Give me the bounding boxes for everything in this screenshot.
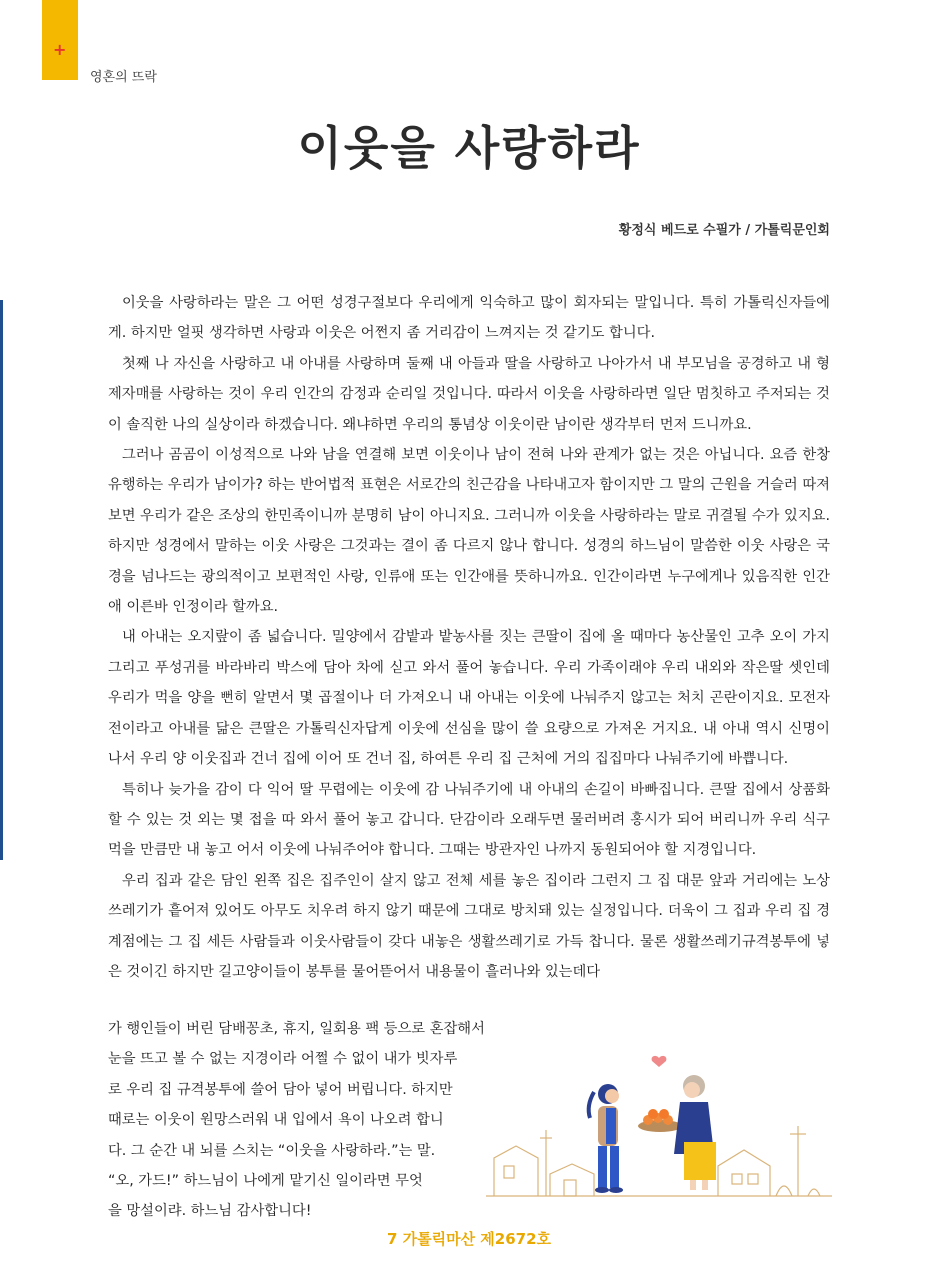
paragraph: 그러나 곰곰이 이성적으로 나와 남을 연결해 보면 이웃이나 남이 전혀 나와 관계가 없는 것은 아닙니다. 요즘 한창 유행하는 우리가 남이가? 하는 반어법적 표현은 서로간의 친근감을 나타내고자 함이지만 그 말의 근원을 거슬러 따져보면 우리가 같은 조상의 한민족이니까 분명히 남이 아니지요. 그러니까 이웃을 사랑하라는 말로 귀결될 수가 있지요. 하지만 성경에서 말하는 이웃 사랑은 그것과는 결이 좀 다르지 않나 합니다. 성경의 하느님이 말씀한 이웃 사랑은 국경을 넘나드는 광의적이고 보편적인 사랑, 인류애 또는 인간애를 뜻하니까요. 인간이라면 누구에게나 있음직한 인간애 이른바 인정이라 할까요. xyxy=(108,447,830,616)
page-footer xyxy=(0,1228,938,1249)
paragraph: 우리 집과 같은 담인 왼쪽 집은 집주인이 살지 않고 전체 세를 놓은 집이라 그런지 그 집 대문 앞과 거리에는 노상 쓰레기가 흩어져 있어도 아무도 치우려 하지 않기 때문에 그대로 방치돼 있는 실정입니다. 더욱이 그 집과 우리 집 경계점에는 그 집 세든 사람들과 이웃사람들이 갖다 내놓은 생활쓰레기로 가득 찹니다. 물론 생활쓰레기규격봉투에 넣은 것이긴 하지만 길고양이들이 봉투를 물어뜯어서 내용물이 흘러나와 있는데다 xyxy=(108,872,830,980)
left-edge-rule xyxy=(0,300,3,860)
publication-name: 가톨릭마산 제2672호 xyxy=(402,1230,552,1248)
closing-line: 때로는 이웃이 원망스러워 내 입에서 욕이 나오려 합니 xyxy=(108,1112,444,1129)
closing-line: 눈을 뜨고 볼 수 없는 지경이라 어쩔 수 없이 내가 빗자루 xyxy=(108,1051,458,1068)
closing-line: 로 우리 집 규격봉투에 쓸어 담아 넣어 버립니다. 하지만 xyxy=(108,1081,453,1098)
author-byline: 황정식 베드로 수필가 / 가톨릭문인회 xyxy=(618,223,830,238)
article-body xyxy=(108,288,830,987)
paragraph: 특히나 늦가을 감이 다 익어 딸 무렵에는 이웃에 감 나눠주기에 내 아내의 손길이 바빠집니다. 큰딸 집에서 상품화할 수 있는 것 외는 몇 접을 따 와서 풀어 놓고 갑니다. 단감이라 오래두면 물러버려 홍시가 되어 버리니까 우리 식구 먹을 만큼만 내 놓고 어서 이웃에 나눠주어야 합니다. 그때는 방관자인 나까지 동원되어야 할 지경입니다. xyxy=(108,781,830,859)
closing-line: 을 망설이랴. 하느님 감사합니다! xyxy=(108,1203,312,1220)
paragraph: 이웃을 사랑하라는 말은 그 어떤 성경구절보다 우리에게 익숙하고 많이 회자되는 말입니다. 특히 가톨릭신자들에게. 하지만 얼핏 생각하면 사랑과 이웃은 어쩐지 좀 거리감이 느껴지는 것 같기도 합니다. xyxy=(108,295,830,342)
closing-line: 다. 그 순간 내 뇌를 스치는 “이웃을 사랑하라.”는 말. xyxy=(108,1142,436,1159)
paragraph: 첫째 나 자신을 사랑하고 내 아내를 사랑하며 둘째 내 아들과 딸을 사랑하고 나아가서 내 부모님을 공경하고 내 형제자매를 사랑하는 것이 우리 인간의 감정과 순리일 것입니다. 따라서 이웃을 사랑하라면 일단 멈칫하고 주저되는 것이 솔직한 나의 실상이라 하겠습니다. 왜냐하면 우리의 통념상 이웃이란 남이란 생각부터 먼저 드니까요. xyxy=(108,355,830,433)
elderly-woman-figure xyxy=(674,1075,716,1190)
cross-icon: + xyxy=(53,40,67,59)
paragraph: 내 아내는 오지랖이 좀 넓습니다. 밀양에서 감밭과 밭농사를 짓는 큰딸이 집에 올 때마다 농산물인 고추 오이 가지 그리고 푸성귀를 바라바리 박스에 담아 차에 싣고 와서 풀어 놓습니다. 우리 가족이래야 우리 내외와 작은딸 셋인데 우리가 먹을 양을 뻔히 알면서 몇 곱절이나 더 가져오니 내 아내는 이웃에 나눠주지 않고는 처치 곤란이지요. 모전자전이라고 아내를 닮은 큰딸은 가톨릭신자답게 이웃에 선심을 많이 쓸 요량으로 가져온 거지요. 내 아내 역시 신명이 나서 우리 양 이웃집과 건너 집에 이어 또 건너 집, 하여튼 우리 집 근처에 거의 집집마다 나눠주기에 바쁩니다. xyxy=(108,629,830,768)
persimmon-basket xyxy=(638,1109,682,1132)
closing-line: “오, 가드!” 하느님이 나에게 맡기신 일이라면 무엇 xyxy=(108,1173,423,1190)
heart-icon xyxy=(652,1056,667,1067)
page-number: 7 xyxy=(386,1230,398,1248)
closing-line: 가 행인들이 버린 담배꽁초, 휴지, 일회용 팩 등으로 혼잡해서 xyxy=(108,1021,485,1037)
neighbors-illustration xyxy=(486,1046,832,1202)
article-closing xyxy=(108,1014,528,1227)
section-label: 영혼의 뜨락 xyxy=(90,70,157,85)
page-title: 이웃을 사랑하라 xyxy=(297,121,641,175)
